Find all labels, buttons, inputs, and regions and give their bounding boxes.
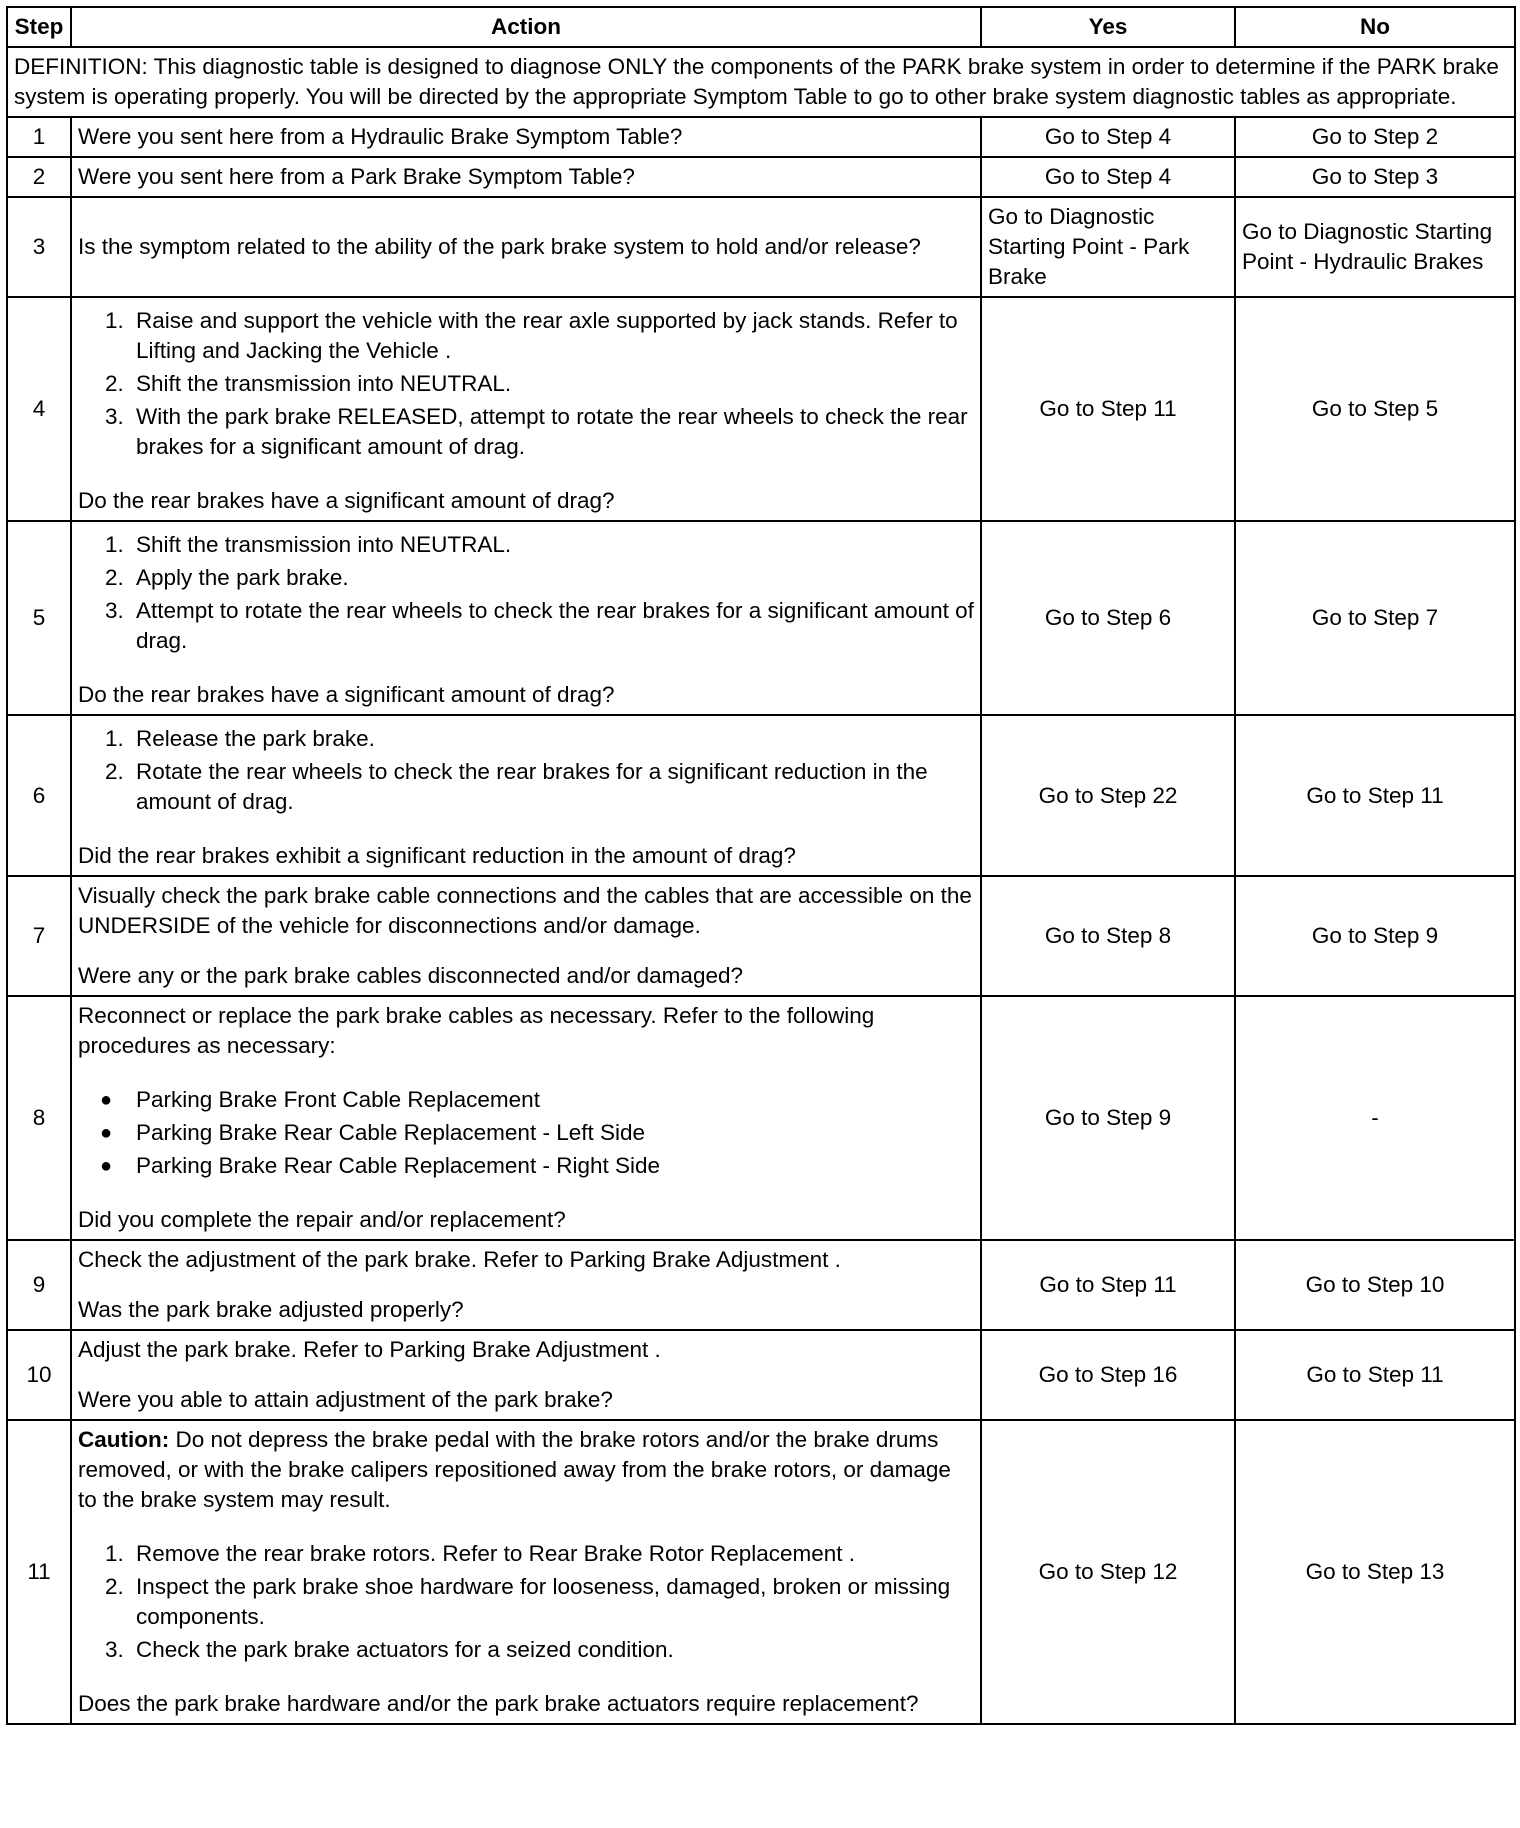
procedure-list — [78, 306, 974, 462]
step-number: 3 — [7, 197, 71, 297]
procedure-item: 3. Check the park brake actuators for a seized condition. — [130, 1635, 974, 1665]
no-result: Go to Step 11 — [1235, 1330, 1515, 1420]
no-result: Go to Step 11 — [1235, 715, 1515, 876]
procedure-bullet: ● Parking Brake Rear Cable Replacement - Left Side — [130, 1118, 974, 1148]
procedure-item: 1. Shift the transmission into NEUTRAL. — [130, 530, 974, 560]
step-number: 5 — [7, 521, 71, 715]
table-row — [7, 157, 1515, 197]
no-result: - — [1235, 996, 1515, 1240]
table-row — [7, 715, 1515, 876]
table-row — [7, 297, 1515, 521]
procedure-item: 2. Shift the transmission into NEUTRAL. — [130, 369, 974, 399]
action-intro: Reconnect or replace the park brake cables as necessary. Refer to the following procedures as necessary: — [78, 1003, 875, 1058]
action-question: Do the rear brakes have a significant amount of drag? — [78, 682, 615, 707]
step-number: 8 — [7, 996, 71, 1240]
procedure-item: 3. Attempt to rotate the rear wheels to check the rear brakes for a significant amount of drag. — [130, 596, 974, 656]
yes-result: Go to Step 6 — [981, 521, 1235, 715]
procedure-bullet-list — [78, 1085, 974, 1181]
yes-result: Go to Step 22 — [981, 715, 1235, 876]
table-row — [7, 521, 1515, 715]
action-question: Did you complete the repair and/or replacement? — [78, 1207, 566, 1232]
yes-result: Go to Step 11 — [981, 297, 1235, 521]
yes-result: Go to Diagnostic Starting Point - Park Brake — [981, 197, 1235, 297]
table-row — [7, 1420, 1515, 1724]
step-number: 2 — [7, 157, 71, 197]
definition-row — [7, 47, 1515, 117]
table-row — [7, 876, 1515, 996]
action-question: Is the symptom related to the ability of the park brake system to hold and/or release? — [71, 197, 981, 297]
action-cell — [71, 1330, 981, 1420]
table-row — [7, 1240, 1515, 1330]
action-question: Do the rear brakes have a significant amount of drag? — [78, 488, 615, 513]
step-number: 10 — [7, 1330, 71, 1420]
step-number: 11 — [7, 1420, 71, 1724]
procedure-item: 1. Raise and support the vehicle with the rear axle supported by jack stands. Refer to Lifting and Jacking the Vehicle . — [130, 306, 974, 366]
procedure-bullet: ● Parking Brake Rear Cable Replacement - Right Side — [130, 1151, 974, 1181]
yes-result: Go to Step 8 — [981, 876, 1235, 996]
procedure-list — [78, 1539, 974, 1665]
action-intro: Check the adjustment of the park brake. Refer to Parking Brake Adjustment . — [78, 1247, 841, 1272]
no-result: Go to Step 10 — [1235, 1240, 1515, 1330]
table-row — [7, 117, 1515, 157]
no-result: Go to Diagnostic Starting Point - Hydraulic Brakes — [1235, 197, 1515, 297]
step-number: 4 — [7, 297, 71, 521]
no-result: Go to Step 7 — [1235, 521, 1515, 715]
procedure-item: 2. Rotate the rear wheels to check the rear brakes for a significant reduction in the amount of drag. — [130, 757, 974, 817]
no-result: Go to Step 9 — [1235, 876, 1515, 996]
procedure-list — [78, 724, 974, 817]
yes-result: Go to Step 11 — [981, 1240, 1235, 1330]
action-cell — [71, 1240, 981, 1330]
diagnostic-table — [6, 6, 1516, 1725]
step-number: 6 — [7, 715, 71, 876]
header-step: Step — [7, 7, 71, 47]
yes-result: Go to Step 4 — [981, 117, 1235, 157]
action-cell — [71, 715, 981, 876]
caution-text: Do not depress the brake pedal with the brake rotors and/or the brake drums removed, or with the brake calipers repositioned away from the brake rotors, or damage to the brake system may result. — [78, 1427, 951, 1512]
action-question: Was the park brake adjusted properly? — [78, 1297, 464, 1322]
header-no: No — [1235, 7, 1515, 47]
procedure-item: 2. Inspect the park brake shoe hardware for looseness, damaged, broken or missing components. — [130, 1572, 974, 1632]
step-number: 7 — [7, 876, 71, 996]
action-question: Were you able to attain adjustment of the park brake? — [78, 1387, 613, 1412]
procedure-item: 2. Apply the park brake. — [130, 563, 974, 593]
header-yes: Yes — [981, 7, 1235, 47]
action-cell — [71, 521, 981, 715]
procedure-bullet: ● Parking Brake Front Cable Replacement — [130, 1085, 974, 1115]
procedure-item: 1. Remove the rear brake rotors. Refer to Rear Brake Rotor Replacement . — [130, 1539, 974, 1569]
caution-note — [78, 1425, 974, 1515]
action-question: Were you sent here from a Hydraulic Brake Symptom Table? — [71, 117, 981, 157]
action-question: Were any or the park brake cables disconnected and/or damaged? — [78, 963, 743, 988]
table-row — [7, 1330, 1515, 1420]
step-number: 9 — [7, 1240, 71, 1330]
caution-label: Caution: — [78, 1427, 170, 1452]
action-question: Were you sent here from a Park Brake Symptom Table? — [71, 157, 981, 197]
step-number: 1 — [7, 117, 71, 157]
no-result: Go to Step 5 — [1235, 297, 1515, 521]
action-cell — [71, 1420, 981, 1724]
yes-result: Go to Step 4 — [981, 157, 1235, 197]
action-intro: Adjust the park brake. Refer to Parking Brake Adjustment . — [78, 1337, 661, 1362]
definition-text: DEFINITION: This diagnostic table is designed to diagnose ONLY the components of the PARK brake system in order to determine if the PARK brake system is operating properly. You will be directed by the appropriate Symptom Table to go to other brake system diagnostic tables as appropriate. — [7, 47, 1515, 117]
action-question: Does the park brake hardware and/or the park brake actuators require replacement? — [78, 1691, 919, 1716]
procedure-item: 1. Release the park brake. — [130, 724, 974, 754]
procedure-item: 3. With the park brake RELEASED, attempt to rotate the rear wheels to check the rear brakes for a significant amount of drag. — [130, 402, 974, 462]
header-row — [7, 7, 1515, 47]
no-result: Go to Step 13 — [1235, 1420, 1515, 1724]
table-row — [7, 996, 1515, 1240]
procedure-list — [78, 530, 974, 656]
action-cell — [71, 996, 981, 1240]
yes-result: Go to Step 12 — [981, 1420, 1235, 1724]
action-cell — [71, 297, 981, 521]
table-row — [7, 197, 1515, 297]
yes-result: Go to Step 9 — [981, 996, 1235, 1240]
action-intro: Visually check the park brake cable connections and the cables that are accessible on the UNDERSIDE of the vehicle for disconnections and/or damage. — [78, 883, 972, 938]
no-result: Go to Step 2 — [1235, 117, 1515, 157]
header-action: Action — [71, 7, 981, 47]
no-result: Go to Step 3 — [1235, 157, 1515, 197]
yes-result: Go to Step 16 — [981, 1330, 1235, 1420]
action-question: Did the rear brakes exhibit a significant reduction in the amount of drag? — [78, 843, 796, 868]
action-cell — [71, 876, 981, 996]
